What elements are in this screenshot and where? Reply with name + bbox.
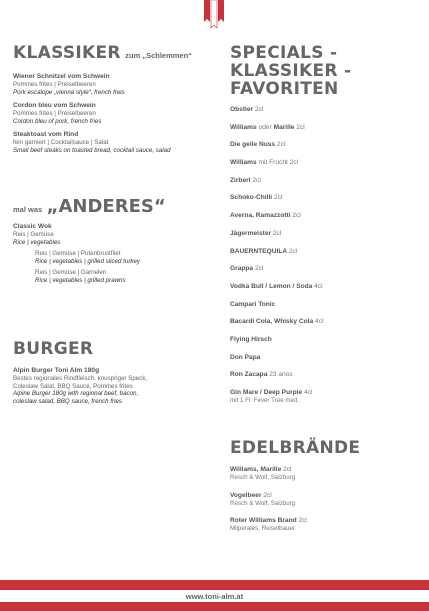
- drink-item: [230, 212, 420, 220]
- section-specials: [230, 44, 420, 405]
- footer-bar-bottom: [0, 602, 429, 611]
- left-column: [13, 44, 203, 411]
- menu-item-variant: [13, 269, 203, 284]
- menu-item-sides: Pommes frites | Preiselbeeren: [13, 110, 96, 117]
- drink-item: [230, 265, 420, 273]
- specials-list: [230, 106, 420, 405]
- menu-item: [13, 73, 203, 96]
- klassiker-title: KLASSIKER: [13, 43, 121, 63]
- drink-item: [230, 354, 420, 362]
- drink-note: mit 1 Fl. Fever Tree med.: [230, 397, 300, 404]
- drink-name: Gin Mare / Deep Purple: [230, 389, 303, 396]
- menu-item: [13, 223, 203, 246]
- drink-item: [230, 248, 420, 256]
- spirit-name: Williams, Marille: [230, 466, 282, 473]
- right-column: [230, 44, 420, 543]
- spirit-producer: Resch & Wolf, Salzburg: [230, 474, 296, 481]
- drink-name: Schoko-Chilli: [230, 194, 273, 202]
- drink-size: 2cl: [253, 265, 264, 273]
- drink-name: Vodka Bull / Lemon / Soda: [230, 282, 313, 290]
- variant-english: Rice | vegetables | grilled prawns: [35, 276, 126, 284]
- drink-size: 2cl: [287, 247, 298, 255]
- drink-connector: oder: [256, 123, 274, 131]
- drink-name: Bacardi Cola, Whisky Cola: [230, 318, 314, 326]
- drink-item: [230, 106, 420, 114]
- drink-item: [230, 194, 420, 202]
- drink-size: 23 anos: [267, 371, 293, 379]
- menu-item-sides: fein garniert | Cocktailsauce | Salat: [13, 139, 109, 146]
- spirit-size: 2cl: [281, 466, 292, 473]
- drink-item: [230, 124, 420, 132]
- spirit-name: Vogelbeer: [230, 491, 262, 499]
- menu-item: [13, 102, 203, 125]
- menu-item-english: Small beef steaks on toasted bread, cocktail sauce, salad: [13, 146, 171, 154]
- menu-item-english: Rice | vegetables: [13, 238, 61, 246]
- specials-title-line1: SPECIALS - KLASSIKER -: [230, 43, 352, 81]
- drink-size: 2cl: [253, 106, 264, 113]
- spirit-item: [230, 517, 420, 533]
- drink-size: 4cl: [302, 389, 313, 396]
- drink-item: [230, 371, 420, 379]
- drink-item: [230, 336, 420, 344]
- variant-english: Rice | vegetables | grilled sliced turkey: [35, 257, 141, 265]
- menu-item-title: Wiener Schnitzel vom Schwein: [13, 73, 110, 80]
- menu-item-title: Classic Wok: [13, 223, 52, 230]
- drink-name: Grappa: [230, 265, 254, 273]
- spirit-size: 2cl: [261, 491, 272, 499]
- section-edelbraende: [230, 439, 420, 533]
- drink-name: Zirberl: [230, 176, 251, 184]
- drink-item: [230, 301, 420, 309]
- klassiker-heading: [13, 44, 203, 63]
- section-anderes: [13, 196, 203, 284]
- menu-item-sides: Pommes frites | Preiselbeeren: [13, 81, 96, 88]
- drink-name: Averna, Ramazzotti: [230, 212, 291, 220]
- drink-name: Die geile Nuss: [230, 141, 276, 149]
- menu-item: [13, 131, 203, 154]
- drink-size: 2cl: [275, 141, 286, 149]
- drink-name: Williams: [230, 159, 257, 167]
- menu-item-english: Alpine Burger 180g with regional beef, bacon,: [13, 390, 139, 397]
- burger-title: BURGER: [13, 339, 94, 359]
- drink-name: Don Papa: [230, 353, 261, 361]
- menu-item-title: Steaktoast vom Rind: [13, 131, 79, 138]
- menu-item-variant: [13, 250, 203, 265]
- menu-item-english: coleslaw salad, BBQ sauce, french fries: [13, 397, 123, 405]
- drink-name: Flying Hirsch: [230, 335, 272, 343]
- anderes-title: „ANDERES“: [46, 196, 166, 217]
- klassiker-suffix: zum „Schlemmen“: [125, 51, 192, 60]
- drink-name: Jägermeister: [230, 229, 272, 237]
- edelbraende-title: EDELBRÄNDE: [230, 438, 361, 458]
- drink-item: [230, 141, 420, 149]
- drink-size: 2cl: [294, 123, 305, 131]
- spirit-size: 2cl: [296, 517, 307, 525]
- specials-title-line2: FAVORITEN: [230, 79, 339, 99]
- drink-item: [230, 177, 420, 185]
- spirit-name: Roter Williams Brand: [230, 517, 297, 525]
- ribbon-logo: [204, 0, 224, 32]
- footer-bar-top: [0, 580, 429, 590]
- drink-item: [230, 159, 420, 167]
- spirit-producer: Milperales, Reisetbauer: [230, 525, 295, 533]
- drink-name: Obstler: [230, 106, 254, 113]
- section-klassiker: [13, 44, 203, 154]
- menu-item-english: Pork escalope „vienna style“, french fries: [13, 88, 125, 96]
- drink-item: [230, 283, 420, 291]
- drink-size: 2cl: [272, 194, 283, 202]
- drink-size: 4cl: [312, 282, 323, 290]
- drink-name-2: Marille: [273, 123, 295, 131]
- variant-sides: Reis | Gemüse | Putenbrustfilet: [35, 250, 121, 257]
- menu-item-sides: Reis | Gemüse: [13, 231, 54, 238]
- menu-item-description: Coleslaw Salat, BBQ Sauce, Pommes frites: [13, 382, 133, 390]
- drink-name: Williams: [230, 123, 257, 131]
- drink-item: [230, 230, 420, 238]
- menu-item-english: Cordon bleu of pork, french fries: [13, 117, 102, 125]
- drink-size: mit Frucht 2cl: [256, 159, 299, 167]
- variant-sides: Reis | Gemüse | Garnelen: [35, 269, 107, 276]
- drink-size: 2cl: [250, 176, 261, 184]
- drink-size: 2cl: [290, 212, 301, 220]
- drink-size: 2cl: [271, 229, 282, 237]
- menu-item-title: Alpin Burger Toni Alm 180g: [13, 367, 100, 374]
- menu-item-title: Cordon bleu vom Schwein: [13, 102, 96, 109]
- menu-item-description: Bestes regionales Rindfleisch, knuspriger Speck,: [13, 375, 148, 382]
- drink-size: 4cl: [313, 318, 324, 326]
- drink-item: [230, 318, 420, 326]
- drink-name: Campari Tonic: [230, 300, 276, 308]
- drink-name: Ron Zacapa: [230, 371, 268, 379]
- spirit-producer: Resch & Wolf, Salzburg: [230, 499, 296, 507]
- menu-item: [13, 367, 203, 405]
- drink-item: [230, 389, 420, 405]
- drink-name: BAUERNTEQUILA: [230, 247, 288, 255]
- anderes-prefix: mal was: [13, 205, 43, 214]
- spirit-item: [230, 492, 420, 508]
- anderes-heading: [13, 196, 203, 217]
- section-burger: [13, 340, 203, 405]
- spirit-item: [230, 466, 420, 482]
- footer-website-link[interactable]: www.toni-alm.at: [185, 592, 244, 601]
